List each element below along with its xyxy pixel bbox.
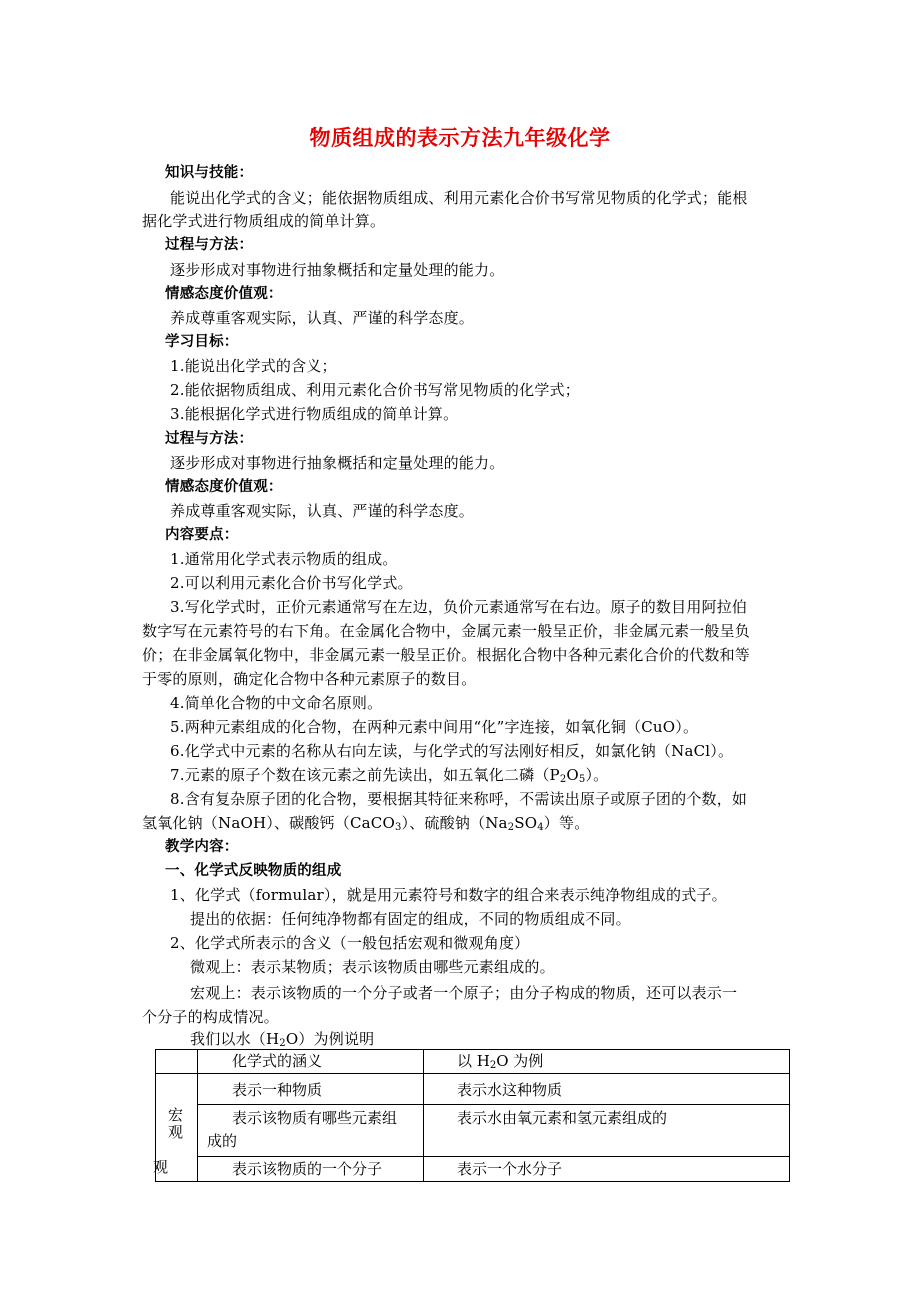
table-cell: 表示该物质的一个分子 xyxy=(232,1160,383,1178)
table-border xyxy=(155,1073,790,1074)
list-item: 3.写化学式时，正价元素通常写在左边，负价元素通常写在右边。原子的数目用阿拉伯 xyxy=(170,598,748,616)
table-header: 化学式的涵义 xyxy=(232,1052,323,1070)
section-heading-goals: 学习目标： xyxy=(165,334,239,350)
section-heading-process: 过程与方法： xyxy=(165,237,254,253)
list-item-continuation: 于零的原则，确定化合物中各种元素原子的数目。 xyxy=(142,670,477,688)
paragraph: 逐步形成对事物进行抽象概括和定量处理的能力。 xyxy=(170,261,505,279)
list-item: 4.简单化合物的中文命名原则。 xyxy=(170,694,383,712)
table-cell: 表示水由氧元素和氢元素组成的 xyxy=(457,1109,668,1127)
table-cell: 表示该物质有哪些元素组 xyxy=(232,1109,398,1127)
paragraph: 逐步形成对事物进行抽象概括和定量处理的能力。 xyxy=(170,454,505,472)
paragraph: 养成尊重客观实际，认真、严谨的科学态度。 xyxy=(170,502,475,520)
list-item: 1.通常用化学式表示物质的组成。 xyxy=(170,550,398,568)
paragraph: 1、化学式（formular），就是用元素符号和数字的组合来表示纯净物组成的式子。 xyxy=(170,886,727,904)
list-item-continuation: 数字写在元素符号的右下角。在金属化合物中，金属元素一般呈正价，非金属元素一般呈负 xyxy=(142,622,751,640)
list-item-continuation: 氢氧化钠（NaOH）、碳酸钙（CaCO$_3$）、硫酸钠$(Na_2SO_4)$等。 xyxy=(142,814,590,833)
table-border xyxy=(155,1181,790,1182)
table-group-label: 观 xyxy=(153,1158,169,1176)
list-item: 3.能根据化学式进行物质组成的简单计算。 xyxy=(170,405,459,423)
table-caption: 我们以水$(H_2O)$为例说明 xyxy=(190,1030,375,1049)
table-group-label: 观 xyxy=(168,1123,184,1141)
table-border xyxy=(423,1049,424,1182)
section-heading-attitude: 情感态度价值观： xyxy=(165,286,283,302)
section-heading-process: 过程与方法： xyxy=(165,431,254,447)
paragraph: 养成尊重客观实际，认真、严谨的科学态度。 xyxy=(170,309,475,327)
paragraph: 提出的依据：任何纯净物都有固定的组成，不同的物质组成不同。 xyxy=(190,910,631,928)
list-item: 2.能依据物质组成、利用元素化合价书写常见物质的化学式； xyxy=(170,381,580,399)
paragraph: 微观上：表示某物质；表示该物质由哪些元素组成的。 xyxy=(190,958,555,976)
section-heading-teaching: 教学内容： xyxy=(165,839,239,855)
list-item: 5.两种元素组成的化合物，在两种元素中间用“化”字连接，如氧化铜（CuO）。 xyxy=(170,718,699,736)
section-heading-knowledge: 知识与技能： xyxy=(165,165,254,181)
paragraph: 据化学式进行物质组成的简单计算。 xyxy=(142,212,386,230)
section-heading-part1: 一、化学式反映物质的组成 xyxy=(165,863,342,879)
list-item: 6.化学式中元素的名称从右向左读，与化学式的写法刚好相反，如氯化钠（NaCl）。 xyxy=(170,742,734,760)
table-group-label: 宏 xyxy=(168,1106,184,1124)
meaning-table xyxy=(155,1049,790,1182)
table-header: 以 $H_2O$ 为例 xyxy=(457,1052,544,1071)
list-item: 2.可以利用元素化合价书写化学式。 xyxy=(170,574,413,592)
table-border xyxy=(197,1104,790,1105)
section-heading-key-points: 内容要点： xyxy=(165,527,239,543)
table-border xyxy=(197,1156,790,1157)
list-item: 8.含有复杂原子团的化合物，要根据其特征来称呼，不需读出原子或原子团的个数，如 xyxy=(170,790,748,808)
table-border xyxy=(197,1049,198,1182)
table-cell: 表示一种物质 xyxy=(232,1081,323,1099)
paragraph: 能说出化学式的含义；能依据物质组成、利用元素化合价书写常见物质的化学式；能根 xyxy=(170,189,748,207)
page-title: 物质组成的表示方法九年级化学 xyxy=(309,126,611,150)
table-cell: 表示一个水分子 xyxy=(457,1160,563,1178)
paragraph-continuation: 个分子的构成情况。 xyxy=(142,1008,279,1026)
section-heading-attitude: 情感态度价值观： xyxy=(165,479,283,495)
list-item-continuation: 价；在非金属氧化物中，非金属元素一般呈正价。根据化合物中各种元素化合价的代数和等 xyxy=(142,646,751,664)
table-cell: 成的 xyxy=(207,1132,238,1150)
list-item: 7.元素的原子个数在该元素之前先读出，如五氧化二磷$(P_2O_5)$。 xyxy=(170,766,609,785)
paragraph: 2、化学式所表示的含义（一般包括宏观和微观角度） xyxy=(170,934,530,952)
table-border xyxy=(789,1049,790,1182)
table-cell: 表示水这种物质 xyxy=(457,1081,563,1099)
list-item: 1.能说出化学式的含义； xyxy=(170,357,337,375)
paragraph: 宏观上：表示该物质的一个分子或者一个原子；由分子构成的物质，还可以表示一 xyxy=(190,984,738,1002)
